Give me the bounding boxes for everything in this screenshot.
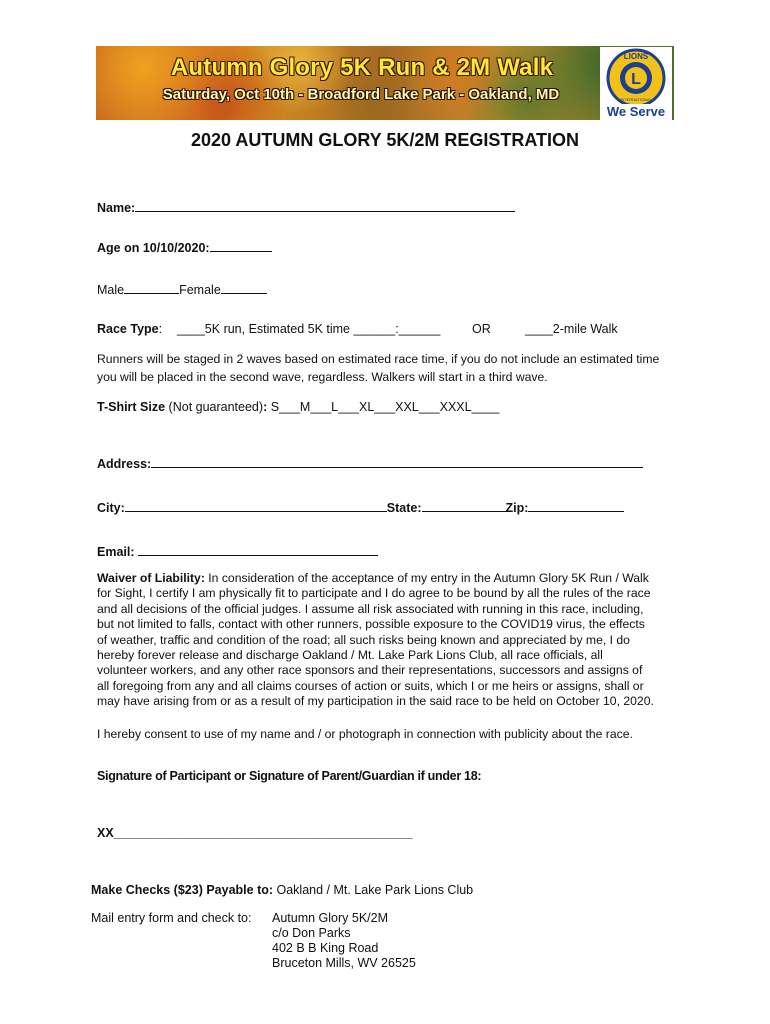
- city-state-zip-row: [97, 500, 624, 515]
- signature-line: XX___________________________________________: [97, 826, 413, 840]
- page-title: 2020 AUTUMN GLORY 5K/2M REGISTRATION: [190, 130, 580, 150]
- waiver-line-6: hereby forever release and discharge Oakland / Mt. Lake Park Lions Club, all race officials, all: [97, 648, 603, 663]
- waiver-line-1: In consideration of the acceptance of my entry in the Autumn Glory 5K Run / Walk: [204, 571, 649, 585]
- name-label: Name:: [97, 201, 136, 215]
- signature-label: Signature of Participant or Signature of Parent/Guardian if under 18:: [97, 769, 482, 783]
- email-field[interactable]: [138, 544, 378, 556]
- banner-subtitle: Saturday, Oct 10th - Broadford Lake Park - Oakland, MD: [162, 86, 560, 103]
- tshirt-sizes[interactable]: S___M___L___XL___XXL___XXXL____: [270, 400, 500, 414]
- checks-row: [91, 883, 473, 897]
- waiver-line-8: all foregoing from any and all claims courses of action or suits, which I or me heirs or assigns, shall or: [97, 678, 644, 693]
- state-label: State:: [386, 501, 422, 515]
- age-label: Age on 10/10/2020:: [97, 241, 210, 255]
- email-row: [97, 544, 378, 559]
- consent-text: I hereby consent to use of my name and / or photograph in connection with publicity about the race.: [97, 727, 633, 741]
- age-field[interactable]: [210, 240, 272, 252]
- name-row: [97, 200, 515, 215]
- gender-row: [97, 282, 267, 297]
- banner-title: Autumn Glory 5K Run & 2M Walk: [170, 54, 554, 81]
- male-label: Male: [97, 283, 125, 297]
- mail-address-line-4: Bruceton Mills, WV 26525: [272, 956, 416, 970]
- waiver-line-4: but not limited to falls, contact with other runners, possible exposure to the COVID19 virus, the effects: [97, 617, 645, 632]
- signature-field[interactable]: [97, 826, 413, 840]
- wave-note-line-1: Runners will be staged in 2 waves based on estimated race time, if you do not include an estimated time: [97, 352, 660, 366]
- logo-text-top: LIONS: [623, 52, 649, 61]
- tshirt-note: (Not guaranteed): [165, 400, 264, 414]
- city-field[interactable]: [125, 500, 387, 512]
- mail-address-line-1: Autumn Glory 5K/2M: [272, 911, 389, 925]
- tshirt-label: T-Shirt Size: [97, 400, 166, 414]
- race-type-row: [97, 322, 162, 336]
- male-field[interactable]: [124, 282, 179, 294]
- zip-field[interactable]: [528, 500, 624, 512]
- logo-letter: L: [631, 71, 641, 88]
- waiver-line-7: volunteer workers, and any other race sponsors and their representations, successors and assigns of: [97, 663, 643, 678]
- name-field[interactable]: [135, 200, 515, 212]
- race-5k-option[interactable]: ____5K run, Estimated 5K time ______:______: [177, 322, 441, 336]
- race-or-text: OR: [472, 322, 491, 336]
- race-type-label: Race Type: [97, 322, 159, 336]
- email-label: Email:: [97, 545, 135, 559]
- state-field[interactable]: [422, 500, 506, 512]
- female-label: Female: [179, 283, 221, 297]
- wave-note-line-2: you will be placed in the second wave, regardless. Walkers will start in a third wave.: [97, 370, 548, 384]
- address-label: Address:: [97, 457, 152, 471]
- logo-text-bottom: INTERNATIONAL: [620, 97, 652, 102]
- waiver-line-2: for Sight, I certify I am physically fit to participate and I do agree to be bound by all the rules of the race: [97, 586, 651, 601]
- race-type-colon: :: [158, 322, 163, 336]
- waiver-paragraph: [97, 571, 687, 710]
- checks-payee: Oakland / Mt. Lake Park Lions Club: [273, 883, 474, 897]
- mail-address: [272, 911, 416, 971]
- mail-label: Mail entry form and check to:: [91, 911, 252, 925]
- logo-motto: We Serve: [600, 104, 672, 120]
- address-field[interactable]: [151, 456, 643, 468]
- waiver-line-9: may have arising from or as a result of my participation in the said race to be held on October 10, 2020.: [97, 694, 654, 709]
- address-row: [97, 456, 643, 471]
- female-field[interactable]: [221, 282, 267, 294]
- zip-label: Zip:: [505, 501, 529, 515]
- tshirt-row: [97, 400, 499, 414]
- mail-address-line-2: c/o Don Parks: [272, 926, 351, 940]
- race-walk-option[interactable]: ____2-mile Walk: [525, 322, 618, 336]
- city-label: City:: [97, 501, 125, 515]
- waiver-label: Waiver of Liability:: [97, 571, 205, 585]
- waiver-line-3: and all decisions of the official judges. I assume all risk associated with running in this race, including,: [97, 601, 644, 616]
- waiver-line-5: of weather, traffic and condition of the road; all such risks being known and appreciated by me, I do: [97, 632, 630, 647]
- checks-label: Make Checks ($23) Payable to:: [91, 883, 274, 897]
- age-row: [97, 240, 272, 255]
- tshirt-colon: :: [263, 400, 268, 414]
- mail-address-line-3: 402 B B King Road: [272, 941, 379, 955]
- event-banner: [96, 46, 674, 120]
